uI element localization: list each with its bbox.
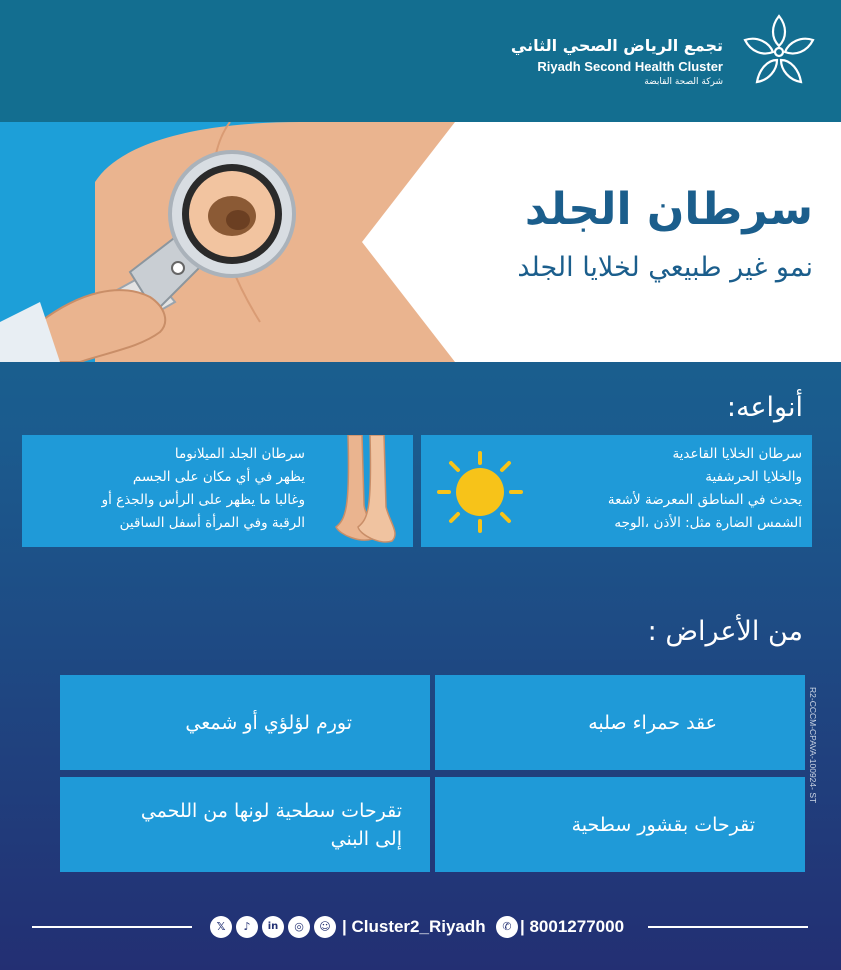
linkedin-icon[interactable]: in	[262, 916, 284, 938]
logo-english-name: Riyadh Second Health Cluster	[537, 59, 723, 74]
header-bar	[0, 0, 841, 122]
type-line: الرقبة وفي المرأة أسفل الساقين	[119, 515, 305, 531]
symptom-text: تقرحات سطحية لونها من اللحمي	[140, 799, 402, 822]
sun-icon	[435, 449, 525, 535]
type-card-melanoma	[22, 435, 413, 547]
type-line: وغالبا ما يظهر على الرأس والجذع أو	[101, 492, 305, 508]
logo-subtitle: شركة الصحة القابضة	[644, 77, 723, 87]
type-line: والخلايا الحرشفية	[705, 469, 802, 485]
type-text	[102, 443, 305, 535]
hero-subtitle: نمو غير طبيعي لخلايا الجلد	[517, 252, 813, 283]
instagram-icon[interactable]: ◎	[288, 916, 310, 938]
type-line: الشمس الضارة مثل: الأذن ،الوجه	[614, 515, 802, 531]
legs-icon	[310, 435, 406, 547]
footer	[0, 905, 841, 947]
hero-title: سرطان الجلد	[524, 184, 813, 235]
type-line: يحدث في المناطق المعرضة لأشعة	[607, 492, 802, 508]
type-text	[608, 443, 802, 535]
logo-arabic-name: تجمع الرياض الصحي الثاني	[510, 36, 723, 55]
hero-illustration	[0, 122, 841, 362]
hero-banner	[0, 122, 841, 362]
type-line: سرطان الخلايا القاعدية	[672, 446, 802, 462]
footer-divider	[32, 926, 192, 928]
type-line: يظهر في أي مكان على الجسم	[132, 469, 305, 485]
symptom-text: تقرحات بقشور سطحية	[571, 813, 755, 836]
types-heading: أنواعه:	[726, 392, 803, 423]
phone-number[interactable]: | 8001277000	[520, 917, 625, 936]
symptom-text: إلى البني	[330, 827, 402, 850]
type-line: سرطان الجلد الميلانوما	[174, 446, 305, 462]
snapchat-icon[interactable]: ☺	[314, 916, 336, 938]
symptom-text: تورم لؤلؤي أو شمعي	[185, 711, 352, 734]
symptom-card	[435, 675, 805, 770]
document-code: R2-CCCM-CPAVA-100924- ST	[808, 687, 818, 804]
symptom-card	[60, 675, 430, 770]
tiktok-icon[interactable]: ♪	[236, 916, 258, 938]
symptom-card	[60, 777, 430, 872]
title-panel	[362, 122, 841, 362]
symptom-text: عقد حمراء صلبه	[588, 711, 717, 734]
symptom-card	[435, 777, 805, 872]
phone-icon[interactable]: ✆	[496, 916, 518, 938]
cluster-logo-icon	[737, 10, 821, 90]
logo-text	[511, 36, 723, 87]
symptoms-heading: من الأعراض :	[647, 616, 803, 647]
footer-divider	[648, 926, 808, 928]
social-handle[interactable]: | Cluster2_Riyadh	[342, 917, 486, 936]
type-card-basal-squamous	[421, 435, 812, 547]
x-icon[interactable]: 𝕏	[210, 916, 232, 938]
